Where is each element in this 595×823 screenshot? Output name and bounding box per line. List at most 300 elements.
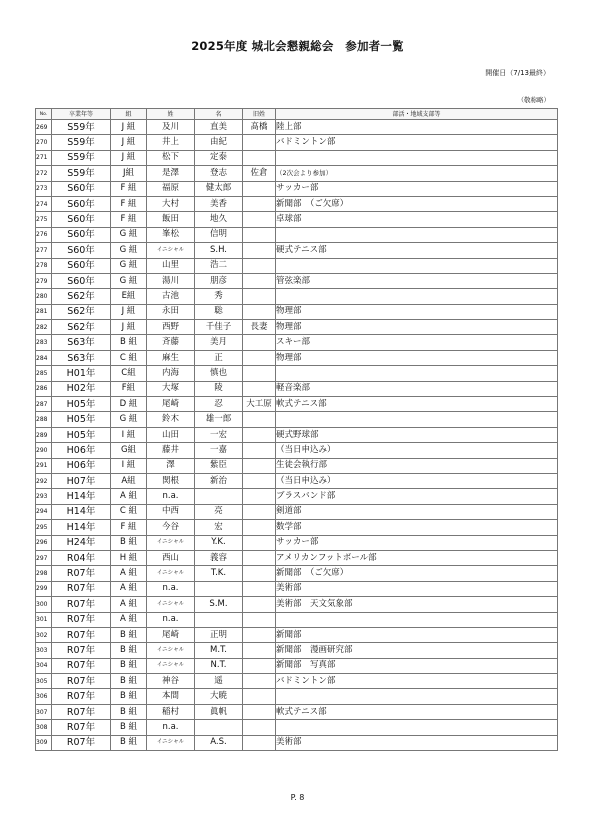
class-cell: J 組 bbox=[111, 150, 147, 165]
header-former-surname: 旧姓 bbox=[243, 109, 276, 120]
former-surname-cell bbox=[243, 643, 276, 658]
surname-cell: n.a. bbox=[147, 489, 195, 504]
former-surname-cell bbox=[243, 196, 276, 211]
table-row bbox=[36, 674, 558, 689]
former-surname-cell bbox=[243, 720, 276, 735]
row-number-cell: 294 bbox=[36, 504, 52, 519]
class-cell: B 組 bbox=[111, 627, 147, 642]
club-branch-cell bbox=[276, 366, 558, 381]
surname-cell: 古池 bbox=[147, 289, 195, 304]
surname-cell: 本間 bbox=[147, 689, 195, 704]
grad-year-cell: R07年 bbox=[52, 612, 111, 627]
class-cell: F 組 bbox=[111, 520, 147, 535]
participants-table bbox=[35, 108, 558, 751]
given-name-cell: 新治 bbox=[195, 473, 243, 488]
grad-year-cell: S60年 bbox=[52, 212, 111, 227]
given-name-cell bbox=[195, 489, 243, 504]
surname-cell: 福原 bbox=[147, 181, 195, 196]
surname-cell: イニシャル bbox=[147, 735, 195, 750]
club-branch-cell: 物理部 bbox=[276, 304, 558, 319]
surname-cell: 今谷 bbox=[147, 520, 195, 535]
given-name-cell: 紫臣 bbox=[195, 458, 243, 473]
surname-cell: 尾崎 bbox=[147, 397, 195, 412]
table-row bbox=[36, 443, 558, 458]
club-branch-cell: バドミントン部 bbox=[276, 135, 558, 150]
row-number-cell: 308 bbox=[36, 720, 52, 735]
row-number-cell: 280 bbox=[36, 289, 52, 304]
surname-cell: 飯田 bbox=[147, 212, 195, 227]
table-row bbox=[36, 166, 558, 181]
former-surname-cell: 大工原 bbox=[243, 397, 276, 412]
document-title: 2025年度 城北会懇親総会 参加者一覧 bbox=[191, 39, 404, 53]
grad-year-cell: H07年 bbox=[52, 473, 111, 488]
surname-cell: n.a. bbox=[147, 720, 195, 735]
club-branch-cell: 硬式野球部 bbox=[276, 427, 558, 442]
club-branch-cell: 美術部 bbox=[276, 581, 558, 596]
grad-year-cell: S62年 bbox=[52, 304, 111, 319]
table-row bbox=[36, 720, 558, 735]
grad-year-cell: R07年 bbox=[52, 735, 111, 750]
given-name-cell: 陵 bbox=[195, 381, 243, 396]
given-name-cell: 朋彦 bbox=[195, 273, 243, 288]
surname-cell: イニシャル bbox=[147, 643, 195, 658]
header-grad-year: 卒業年等 bbox=[52, 109, 111, 120]
table-row bbox=[36, 273, 558, 288]
table-row bbox=[36, 181, 558, 196]
club-branch-cell: 新聞部 写真部 bbox=[276, 658, 558, 673]
given-name-cell: A.S. bbox=[195, 735, 243, 750]
table-row bbox=[36, 612, 558, 627]
former-surname-cell bbox=[243, 227, 276, 242]
class-cell: G 組 bbox=[111, 243, 147, 258]
header-row bbox=[36, 109, 558, 120]
grad-year-cell: S59年 bbox=[52, 135, 111, 150]
club-branch-cell: 軟式テニス部 bbox=[276, 704, 558, 719]
club-branch-cell: （2次会より参加） bbox=[276, 166, 558, 181]
surname-cell: 大村 bbox=[147, 196, 195, 211]
grad-year-cell: R07年 bbox=[52, 643, 111, 658]
club-branch-cell: サッカー部 bbox=[276, 535, 558, 550]
club-branch-cell: 物理部 bbox=[276, 320, 558, 335]
surname-cell: 斉藤 bbox=[147, 335, 195, 350]
table-row bbox=[36, 597, 558, 612]
club-branch-cell: 管弦楽部 bbox=[276, 273, 558, 288]
former-surname-cell: 長妻 bbox=[243, 320, 276, 335]
row-number-cell: 276 bbox=[36, 227, 52, 242]
former-surname-cell bbox=[243, 181, 276, 196]
grad-year-cell: R07年 bbox=[52, 674, 111, 689]
row-number-cell: 288 bbox=[36, 412, 52, 427]
given-name-cell: 眞帆 bbox=[195, 704, 243, 719]
table-row bbox=[36, 504, 558, 519]
surname-cell: イニシャル bbox=[147, 658, 195, 673]
grad-year-cell: H05年 bbox=[52, 412, 111, 427]
class-cell: F 組 bbox=[111, 181, 147, 196]
table-row bbox=[36, 366, 558, 381]
table-row bbox=[36, 643, 558, 658]
honorific-note: （敬称略） bbox=[517, 96, 550, 104]
given-name-cell: Y.K. bbox=[195, 535, 243, 550]
class-cell: I 組 bbox=[111, 458, 147, 473]
table-row bbox=[36, 397, 558, 412]
class-cell: I 組 bbox=[111, 427, 147, 442]
surname-cell: 井上 bbox=[147, 135, 195, 150]
table-body bbox=[36, 120, 558, 751]
given-name-cell: 定泰 bbox=[195, 150, 243, 165]
given-name-cell: 慎也 bbox=[195, 366, 243, 381]
surname-cell: 峯松 bbox=[147, 227, 195, 242]
club-branch-cell bbox=[276, 258, 558, 273]
given-name-cell: 地久 bbox=[195, 212, 243, 227]
given-name-cell: 一宏 bbox=[195, 427, 243, 442]
given-name-cell: 美香 bbox=[195, 196, 243, 211]
row-number-cell: 282 bbox=[36, 320, 52, 335]
club-branch-cell bbox=[276, 689, 558, 704]
surname-cell: 澤 bbox=[147, 458, 195, 473]
former-surname-cell bbox=[243, 381, 276, 396]
former-surname-cell bbox=[243, 520, 276, 535]
class-cell: J 組 bbox=[111, 120, 147, 135]
surname-cell: イニシャル bbox=[147, 597, 195, 612]
class-cell: B 組 bbox=[111, 720, 147, 735]
table-row bbox=[36, 473, 558, 488]
given-name-cell bbox=[195, 720, 243, 735]
grad-year-cell: R07年 bbox=[52, 689, 111, 704]
header-no: No. bbox=[36, 109, 52, 120]
grad-year-cell: S60年 bbox=[52, 273, 111, 288]
surname-cell: 西山 bbox=[147, 550, 195, 565]
table-row bbox=[36, 135, 558, 150]
club-branch-cell bbox=[276, 227, 558, 242]
given-name-cell: 一嘉 bbox=[195, 443, 243, 458]
grad-year-cell: H01年 bbox=[52, 366, 111, 381]
club-branch-cell: スキー部 bbox=[276, 335, 558, 350]
class-cell: D 組 bbox=[111, 397, 147, 412]
club-branch-cell: 陸上部 bbox=[276, 120, 558, 135]
class-cell: B 組 bbox=[111, 658, 147, 673]
former-surname-cell bbox=[243, 350, 276, 365]
header-club-branch: 部活・地域支部等 bbox=[276, 109, 558, 120]
surname-cell: 山里 bbox=[147, 258, 195, 273]
club-branch-cell bbox=[276, 150, 558, 165]
surname-cell: 是澤 bbox=[147, 166, 195, 181]
former-surname-cell bbox=[243, 427, 276, 442]
class-cell: F 組 bbox=[111, 212, 147, 227]
club-branch-cell: （当日申込み） bbox=[276, 473, 558, 488]
former-surname-cell bbox=[243, 627, 276, 642]
grad-year-cell: H14年 bbox=[52, 504, 111, 519]
surname-cell: 尾崎 bbox=[147, 627, 195, 642]
row-number-cell: 307 bbox=[36, 704, 52, 719]
surname-cell: 山田 bbox=[147, 427, 195, 442]
club-branch-cell bbox=[276, 412, 558, 427]
given-name-cell: 浩二 bbox=[195, 258, 243, 273]
given-name-cell bbox=[195, 581, 243, 596]
table-row bbox=[36, 350, 558, 365]
grad-year-cell: S59年 bbox=[52, 150, 111, 165]
surname-cell: 内海 bbox=[147, 366, 195, 381]
club-branch-cell: 美術部 bbox=[276, 735, 558, 750]
former-surname-cell bbox=[243, 704, 276, 719]
row-number-cell: 271 bbox=[36, 150, 52, 165]
table-row bbox=[36, 427, 558, 442]
grad-year-cell: R07年 bbox=[52, 658, 111, 673]
table-row bbox=[36, 412, 558, 427]
former-surname-cell bbox=[243, 289, 276, 304]
header-given-name: 名 bbox=[195, 109, 243, 120]
club-branch-cell: 新聞部 bbox=[276, 627, 558, 642]
class-cell: C 組 bbox=[111, 350, 147, 365]
row-number-cell: 272 bbox=[36, 166, 52, 181]
class-cell: A 組 bbox=[111, 489, 147, 504]
given-name-cell: N.T. bbox=[195, 658, 243, 673]
surname-cell: 永田 bbox=[147, 304, 195, 319]
given-name-cell: M.T. bbox=[195, 643, 243, 658]
given-name-cell: 千佳子 bbox=[195, 320, 243, 335]
row-number-cell: 279 bbox=[36, 273, 52, 288]
grad-year-cell: S59年 bbox=[52, 166, 111, 181]
grad-year-cell: S60年 bbox=[52, 258, 111, 273]
class-cell: B 組 bbox=[111, 535, 147, 550]
given-name-cell: 直美 bbox=[195, 120, 243, 135]
row-number-cell: 293 bbox=[36, 489, 52, 504]
class-cell: J 組 bbox=[111, 320, 147, 335]
former-surname-cell: 佐倉 bbox=[243, 166, 276, 181]
former-surname-cell bbox=[243, 489, 276, 504]
row-number-cell: 302 bbox=[36, 627, 52, 642]
class-cell: G 組 bbox=[111, 227, 147, 242]
club-branch-cell bbox=[276, 612, 558, 627]
grad-year-cell: S63年 bbox=[52, 335, 111, 350]
header-class: 組 bbox=[111, 109, 147, 120]
given-name-cell: S.M. bbox=[195, 597, 243, 612]
former-surname-cell bbox=[243, 566, 276, 581]
class-cell: C 組 bbox=[111, 504, 147, 519]
former-surname-cell bbox=[243, 504, 276, 519]
former-surname-cell bbox=[243, 258, 276, 273]
row-number-cell: 300 bbox=[36, 597, 52, 612]
former-surname-cell bbox=[243, 735, 276, 750]
grad-year-cell: S60年 bbox=[52, 227, 111, 242]
given-name-cell: 美月 bbox=[195, 335, 243, 350]
row-number-cell: 283 bbox=[36, 335, 52, 350]
club-branch-cell: （当日申込み） bbox=[276, 443, 558, 458]
club-branch-cell: 物理部 bbox=[276, 350, 558, 365]
class-cell: G組 bbox=[111, 443, 147, 458]
club-branch-cell: サッカー部 bbox=[276, 181, 558, 196]
given-name-cell: 宏 bbox=[195, 520, 243, 535]
grad-year-cell: R04年 bbox=[52, 550, 111, 565]
table-row bbox=[36, 304, 558, 319]
surname-cell: 湯川 bbox=[147, 273, 195, 288]
table-row bbox=[36, 535, 558, 550]
row-number-cell: 274 bbox=[36, 196, 52, 211]
grad-year-cell: H06年 bbox=[52, 443, 111, 458]
class-cell: A 組 bbox=[111, 612, 147, 627]
given-name-cell: 由紀 bbox=[195, 135, 243, 150]
row-number-cell: 289 bbox=[36, 427, 52, 442]
row-number-cell: 297 bbox=[36, 550, 52, 565]
class-cell: F 組 bbox=[111, 196, 147, 211]
grad-year-cell: R07年 bbox=[52, 720, 111, 735]
table-row bbox=[36, 458, 558, 473]
club-branch-cell: ブラスバンド部 bbox=[276, 489, 558, 504]
club-branch-cell bbox=[276, 289, 558, 304]
class-cell: G 組 bbox=[111, 273, 147, 288]
table-row bbox=[36, 150, 558, 165]
given-name-cell: 正明 bbox=[195, 627, 243, 642]
grad-year-cell: S63年 bbox=[52, 350, 111, 365]
given-name-cell bbox=[195, 612, 243, 627]
grad-year-cell: R07年 bbox=[52, 704, 111, 719]
class-cell: B 組 bbox=[111, 643, 147, 658]
row-number-cell: 305 bbox=[36, 674, 52, 689]
grad-year-cell: H05年 bbox=[52, 427, 111, 442]
given-name-cell: 健太郎 bbox=[195, 181, 243, 196]
given-name-cell: 正 bbox=[195, 350, 243, 365]
club-branch-cell: アメリカンフットボール部 bbox=[276, 550, 558, 565]
class-cell: J組 bbox=[111, 166, 147, 181]
row-number-cell: 286 bbox=[36, 381, 52, 396]
table-header bbox=[36, 109, 558, 120]
row-number-cell: 278 bbox=[36, 258, 52, 273]
table-row bbox=[36, 735, 558, 750]
row-number-cell: 270 bbox=[36, 135, 52, 150]
row-number-cell: 295 bbox=[36, 520, 52, 535]
table-row bbox=[36, 289, 558, 304]
class-cell: B 組 bbox=[111, 735, 147, 750]
club-branch-cell: 数学部 bbox=[276, 520, 558, 535]
grad-year-cell: H02年 bbox=[52, 381, 111, 396]
grad-year-cell: R07年 bbox=[52, 566, 111, 581]
table-row bbox=[36, 258, 558, 273]
page-number: P. 8 bbox=[290, 793, 305, 802]
former-surname-cell bbox=[243, 273, 276, 288]
table-row bbox=[36, 704, 558, 719]
former-surname-cell bbox=[243, 412, 276, 427]
given-name-cell: 雄一郎 bbox=[195, 412, 243, 427]
club-branch-cell bbox=[276, 720, 558, 735]
class-cell: B 組 bbox=[111, 689, 147, 704]
table-row bbox=[36, 212, 558, 227]
club-branch-cell: 軟式テニス部 bbox=[276, 397, 558, 412]
surname-cell: イニシャル bbox=[147, 535, 195, 550]
class-cell: H 組 bbox=[111, 550, 147, 565]
club-branch-cell: 新聞部 （ご欠席） bbox=[276, 196, 558, 211]
club-branch-cell: 新聞部 （ご欠席） bbox=[276, 566, 558, 581]
given-name-cell: 登志 bbox=[195, 166, 243, 181]
table-row bbox=[36, 489, 558, 504]
former-surname-cell bbox=[243, 658, 276, 673]
table-row bbox=[36, 689, 558, 704]
row-number-cell: 309 bbox=[36, 735, 52, 750]
former-surname-cell bbox=[243, 366, 276, 381]
former-surname-cell bbox=[243, 135, 276, 150]
row-number-cell: 287 bbox=[36, 397, 52, 412]
row-number-cell: 291 bbox=[36, 458, 52, 473]
former-surname-cell bbox=[243, 150, 276, 165]
class-cell: A 組 bbox=[111, 566, 147, 581]
surname-cell: 大塚 bbox=[147, 381, 195, 396]
grad-year-cell: R07年 bbox=[52, 627, 111, 642]
row-number-cell: 275 bbox=[36, 212, 52, 227]
former-surname-cell bbox=[243, 458, 276, 473]
club-branch-cell: 剣道部 bbox=[276, 504, 558, 519]
grad-year-cell: S60年 bbox=[52, 181, 111, 196]
row-number-cell: 281 bbox=[36, 304, 52, 319]
class-cell: G 組 bbox=[111, 412, 147, 427]
given-name-cell: 遥 bbox=[195, 674, 243, 689]
former-surname-cell bbox=[243, 581, 276, 596]
former-surname-cell bbox=[243, 212, 276, 227]
row-number-cell: 290 bbox=[36, 443, 52, 458]
grad-year-cell: S60年 bbox=[52, 243, 111, 258]
row-number-cell: 285 bbox=[36, 366, 52, 381]
surname-cell: 稲村 bbox=[147, 704, 195, 719]
surname-cell: 神谷 bbox=[147, 674, 195, 689]
former-surname-cell bbox=[243, 550, 276, 565]
given-name-cell: 信明 bbox=[195, 227, 243, 242]
table-row bbox=[36, 227, 558, 242]
surname-cell: 関根 bbox=[147, 473, 195, 488]
class-cell: J 組 bbox=[111, 304, 147, 319]
class-cell: E組 bbox=[111, 289, 147, 304]
club-branch-cell: 軽音楽部 bbox=[276, 381, 558, 396]
row-number-cell: 292 bbox=[36, 473, 52, 488]
grad-year-cell: R07年 bbox=[52, 581, 111, 596]
grad-year-cell: R07年 bbox=[52, 597, 111, 612]
row-number-cell: 303 bbox=[36, 643, 52, 658]
class-cell: B 組 bbox=[111, 335, 147, 350]
surname-cell: 西野 bbox=[147, 320, 195, 335]
surname-cell: 松下 bbox=[147, 150, 195, 165]
grad-year-cell: H14年 bbox=[52, 520, 111, 535]
grad-year-cell: H24年 bbox=[52, 535, 111, 550]
club-branch-cell: バドミントン部 bbox=[276, 674, 558, 689]
surname-cell: n.a. bbox=[147, 581, 195, 596]
given-name-cell: 亮 bbox=[195, 504, 243, 519]
former-surname-cell bbox=[243, 335, 276, 350]
surname-cell: イニシャル bbox=[147, 243, 195, 258]
former-surname-cell bbox=[243, 535, 276, 550]
row-number-cell: 301 bbox=[36, 612, 52, 627]
club-branch-cell: 生徒会執行部 bbox=[276, 458, 558, 473]
former-surname-cell bbox=[243, 612, 276, 627]
former-surname-cell bbox=[243, 304, 276, 319]
surname-cell: イニシャル bbox=[147, 566, 195, 581]
class-cell: B 組 bbox=[111, 704, 147, 719]
table-row bbox=[36, 120, 558, 135]
class-cell: G 組 bbox=[111, 258, 147, 273]
table-row bbox=[36, 566, 558, 581]
given-name-cell: 忍 bbox=[195, 397, 243, 412]
former-surname-cell: 髙橋 bbox=[243, 120, 276, 135]
surname-cell: 藤井 bbox=[147, 443, 195, 458]
given-name-cell: 大暁 bbox=[195, 689, 243, 704]
table-row bbox=[36, 550, 558, 565]
former-surname-cell bbox=[243, 597, 276, 612]
grad-year-cell: H14年 bbox=[52, 489, 111, 504]
grad-year-cell: H05年 bbox=[52, 397, 111, 412]
surname-cell: 麻生 bbox=[147, 350, 195, 365]
table-row bbox=[36, 243, 558, 258]
class-cell: J 組 bbox=[111, 135, 147, 150]
row-number-cell: 277 bbox=[36, 243, 52, 258]
row-number-cell: 269 bbox=[36, 120, 52, 135]
given-name-cell: 聡 bbox=[195, 304, 243, 319]
table-row bbox=[36, 381, 558, 396]
grad-year-cell: S60年 bbox=[52, 196, 111, 211]
